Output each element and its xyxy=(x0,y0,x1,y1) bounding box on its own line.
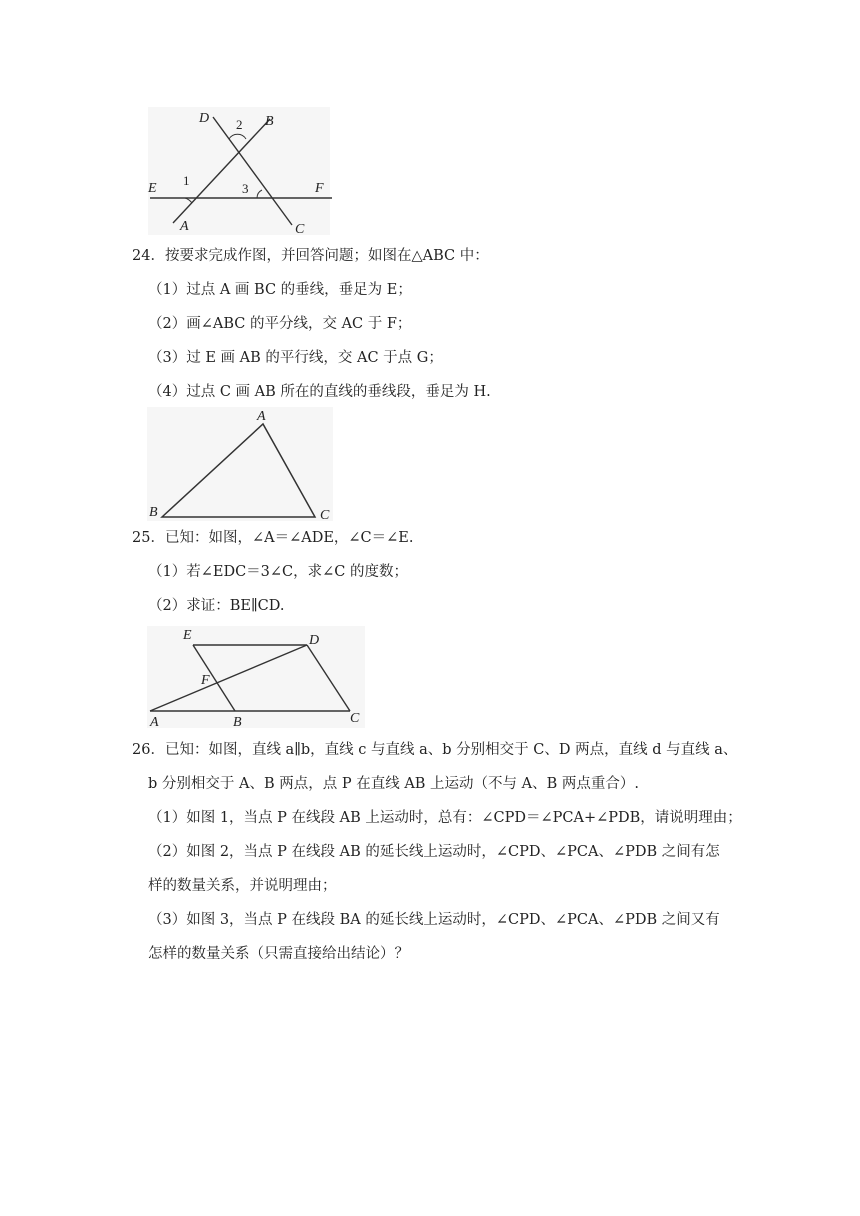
q24-item-2: （2）画∠ABC 的平分线，交 AC 于 F； xyxy=(148,316,412,332)
q26-part-1: （1）如图 1，当点 P 在线段 AB 上运动时，总有：∠CPD＝∠PCA+∠PDB，请说明理由； xyxy=(148,810,742,826)
parallelogram-figure xyxy=(145,624,367,730)
label-B: B xyxy=(233,715,242,730)
q26-line-2: b 分别相交于 A、B 两点，点 P 在直线 AB 上运动（不与 A、B 两点重合）. xyxy=(148,776,640,792)
q25-stem: 25．已知：如图，∠A＝∠ADE，∠C＝∠E. xyxy=(132,530,414,546)
q26-part-3: （3）如图 3，当点 P 在线段 BA 的延长线上运动时，∠CPD、∠PCA、∠PDB 之间又有 xyxy=(148,912,720,928)
angle-label-3: 3 xyxy=(242,181,249,196)
q25-item-2: （2）求证：BE∥CD. xyxy=(148,598,285,614)
q25-item-1: （1）若∠EDC＝3∠C，求∠C 的度数； xyxy=(148,564,409,580)
q26-line-1: 26．已知：如图，直线 a∥b，直线 c 与直线 a、b 分别相交于 C、D 两点，直线 d 与直线 a、 xyxy=(132,742,738,758)
triangle-ABC-figure xyxy=(145,405,335,523)
label-E: E xyxy=(183,628,192,643)
q24-item-4: （4）过点 C 画 AB 所在的直线的垂线段，垂足为 H. xyxy=(148,384,491,400)
label-D: D xyxy=(309,633,320,648)
angle-label-1: 1 xyxy=(183,173,190,188)
label-F: F xyxy=(201,673,210,688)
label-E: E xyxy=(148,181,157,196)
q24-item-1: （1）过点 A 画 BC 的垂线，垂足为 E； xyxy=(148,282,412,298)
figure-background xyxy=(147,626,365,728)
figure-background xyxy=(147,407,333,521)
label-B: B xyxy=(149,505,158,520)
label-B: B xyxy=(265,114,274,129)
q24-stem: 24．按要求完成作图，并回答问题；如图在△ABC 中： xyxy=(132,248,489,264)
label-A: A xyxy=(150,715,159,730)
label-F: F xyxy=(315,181,324,196)
label-A: A xyxy=(257,409,266,424)
q26-part-3-cont: 怎样的数量关系（只需直接给出结论）？ xyxy=(148,946,409,962)
label-C: C xyxy=(320,508,330,523)
label-C: C xyxy=(350,711,360,726)
label-A: A xyxy=(180,219,189,234)
label-D: D xyxy=(199,111,210,126)
q24-item-3: （3）过 E 画 AB 的平行线，交 AC 于点 G； xyxy=(148,350,443,366)
angle-label-2: 2 xyxy=(236,117,243,132)
intersecting-lines-figure xyxy=(145,105,335,237)
q26-part-2: （2）如图 2，当点 P 在线段 AB 的延长线上运动时，∠CPD、∠PCA、∠PDB 之间有怎 xyxy=(148,844,720,860)
q26-part-2-cont: 样的数量关系，并说明理由； xyxy=(148,878,337,894)
label-C: C xyxy=(295,222,305,237)
